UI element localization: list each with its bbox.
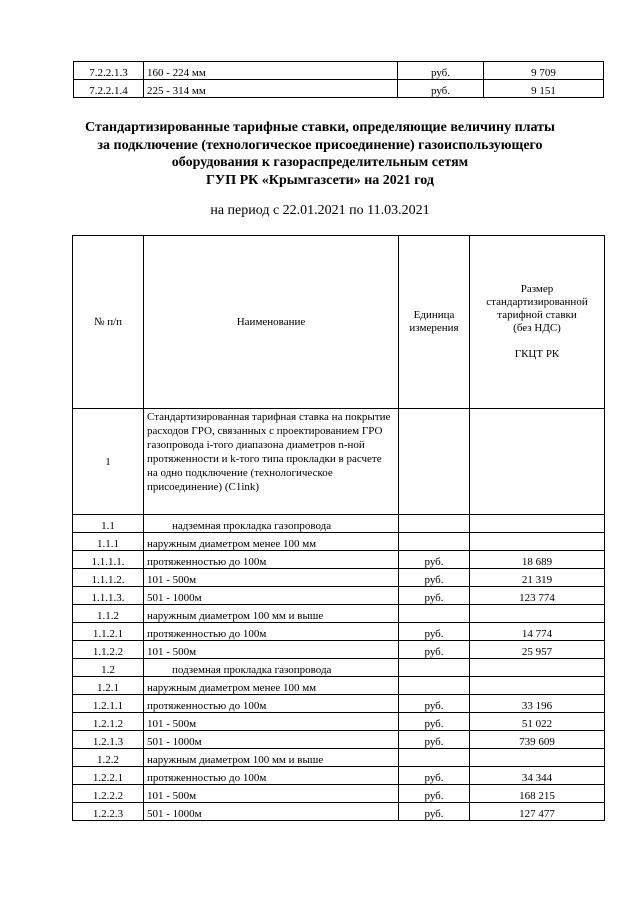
table-header-row — [73, 236, 605, 409]
row-num: 1.1.1.2. — [73, 569, 144, 587]
row-num: 1.1.1.1. — [73, 551, 144, 569]
row-name: 101 - 500м — [144, 641, 399, 659]
row-name: 501 - 1000м — [144, 803, 399, 821]
table-row — [73, 767, 605, 785]
document-title — [40, 119, 600, 189]
row-num: 7.2.2.1.3 — [74, 62, 144, 80]
row-name: протяженностью до 100м — [144, 551, 399, 569]
header-unit: Единица измерения — [399, 236, 470, 409]
row-name: наружным диаметром менее 100 мм — [144, 677, 399, 695]
period-text: на период с 22.01.2021 по 11.03.2021 — [210, 203, 430, 218]
row-num: 1.1 — [73, 515, 144, 533]
row-unit: руб. — [398, 62, 484, 80]
row-name: 501 - 1000м — [144, 731, 399, 749]
row-unit: руб. — [399, 785, 470, 803]
row-value: 51 022 — [470, 713, 605, 731]
row-name: наружным диаметром менее 100 мм — [144, 533, 399, 551]
row-num: 1.2.1.2 — [73, 713, 144, 731]
table-row — [73, 623, 605, 641]
row-name: подземная прокладка газопровода — [144, 659, 399, 677]
row-num: 1 — [73, 409, 144, 515]
row-name: протяженностью до 100м — [144, 623, 399, 641]
table-row — [73, 677, 605, 695]
row-value — [470, 409, 605, 515]
row-name: 160 - 224 мм — [144, 62, 398, 80]
table-row — [73, 641, 605, 659]
table-row — [73, 803, 605, 821]
row-num: 1.1.1 — [73, 533, 144, 551]
row-unit — [399, 749, 470, 767]
row-value: 9 709 — [484, 62, 604, 80]
row-value: 25 957 — [470, 641, 605, 659]
row-value — [470, 677, 605, 695]
row-unit — [399, 605, 470, 623]
table-row — [73, 409, 605, 515]
row-unit: руб. — [399, 623, 470, 641]
row-unit — [399, 515, 470, 533]
row-name: 225 - 314 мм — [144, 80, 398, 98]
row-value: 127 477 — [470, 803, 605, 821]
row-value: 168 215 — [470, 785, 605, 803]
row-value: 21 319 — [470, 569, 605, 587]
row-name: протяженностью до 100м — [144, 767, 399, 785]
title-line: ГУП РК «Крымгазсети» на 2021 год — [206, 172, 434, 188]
row-unit: руб. — [399, 587, 470, 605]
table-row — [74, 80, 604, 98]
row-value — [470, 659, 605, 677]
row-unit: руб. — [398, 80, 484, 98]
row-unit — [399, 677, 470, 695]
row-name: 501 - 1000м — [144, 587, 399, 605]
header-value: Размер стандартизированной тарифной ставки (без НДС) ГКЦТ РК — [470, 236, 605, 409]
table-row — [74, 62, 604, 80]
row-num: 1.2 — [73, 659, 144, 677]
row-name: наружным диаметром 100 мм и выше — [144, 605, 399, 623]
row-value — [470, 533, 605, 551]
row-name: 101 - 500м — [144, 713, 399, 731]
table-row — [73, 605, 605, 623]
table-row — [73, 533, 605, 551]
row-unit: руб. — [399, 767, 470, 785]
header-name: Наименование — [144, 236, 399, 409]
row-num: 1.2.2.3 — [73, 803, 144, 821]
row-num: 1.2.2 — [73, 749, 144, 767]
table-row — [73, 569, 605, 587]
row-num: 1.2.1.1 — [73, 695, 144, 713]
row-name: 101 - 500м — [144, 569, 399, 587]
row-num: 1.2.2.2 — [73, 785, 144, 803]
table-row — [73, 659, 605, 677]
row-value: 34 344 — [470, 767, 605, 785]
row-value: 739 609 — [470, 731, 605, 749]
row-num: 1.1.2 — [73, 605, 144, 623]
row-name: надземная прокладка газопровода — [144, 515, 399, 533]
table-row — [73, 587, 605, 605]
tariff-table — [72, 235, 605, 821]
table-row — [73, 749, 605, 767]
row-unit: руб. — [399, 695, 470, 713]
row-num: 1.1.2.1 — [73, 623, 144, 641]
row-num: 1.2.1 — [73, 677, 144, 695]
table-row — [73, 731, 605, 749]
row-unit: руб. — [399, 641, 470, 659]
header-num: № п/п — [73, 236, 144, 409]
row-value: 14 774 — [470, 623, 605, 641]
row-name: Стандартизированная тарифная ставка на покрытие расходов ГРО, связанных с проектированием ГРО газопровода i-того диапазона диаметров n-ной протяженности и k-того типа прокладки в расчете на одно подключение (технологическое присоединение) (C1ink) — [144, 409, 399, 515]
row-value: 18 689 — [470, 551, 605, 569]
table-row — [73, 713, 605, 731]
row-name: протяженностью до 100м — [144, 695, 399, 713]
row-unit: руб. — [399, 569, 470, 587]
title-line: Стандартизированные тарифные ставки, определяющие величину платы — [85, 120, 555, 135]
row-name: 101 - 500м — [144, 785, 399, 803]
row-name: наружным диаметром 100 мм и выше — [144, 749, 399, 767]
row-num: 1.2.2.1 — [73, 767, 144, 785]
row-value: 123 774 — [470, 587, 605, 605]
row-num: 7.2.2.1.4 — [74, 80, 144, 98]
table-row — [73, 551, 605, 569]
row-unit — [399, 533, 470, 551]
row-value — [470, 605, 605, 623]
row-unit — [399, 659, 470, 677]
row-unit — [399, 409, 470, 515]
title-line: за подключение (технологическое присоединение) газоиспользующего — [97, 137, 543, 153]
table-row — [73, 515, 605, 533]
row-num: 1.1.1.3. — [73, 587, 144, 605]
table-row — [73, 785, 605, 803]
row-unit: руб. — [399, 551, 470, 569]
row-value: 33 196 — [470, 695, 605, 713]
row-value — [470, 515, 605, 533]
title-line: оборудования к газораспределительным сетям — [171, 155, 469, 170]
row-unit: руб. — [399, 731, 470, 749]
row-num: 1.2.1.3 — [73, 731, 144, 749]
table-row — [73, 695, 605, 713]
row-unit: руб. — [399, 803, 470, 821]
row-value — [470, 749, 605, 767]
row-unit: руб. — [399, 713, 470, 731]
row-num: 1.1.2.2 — [73, 641, 144, 659]
continued-table — [73, 61, 604, 98]
row-value: 9 151 — [484, 80, 604, 98]
